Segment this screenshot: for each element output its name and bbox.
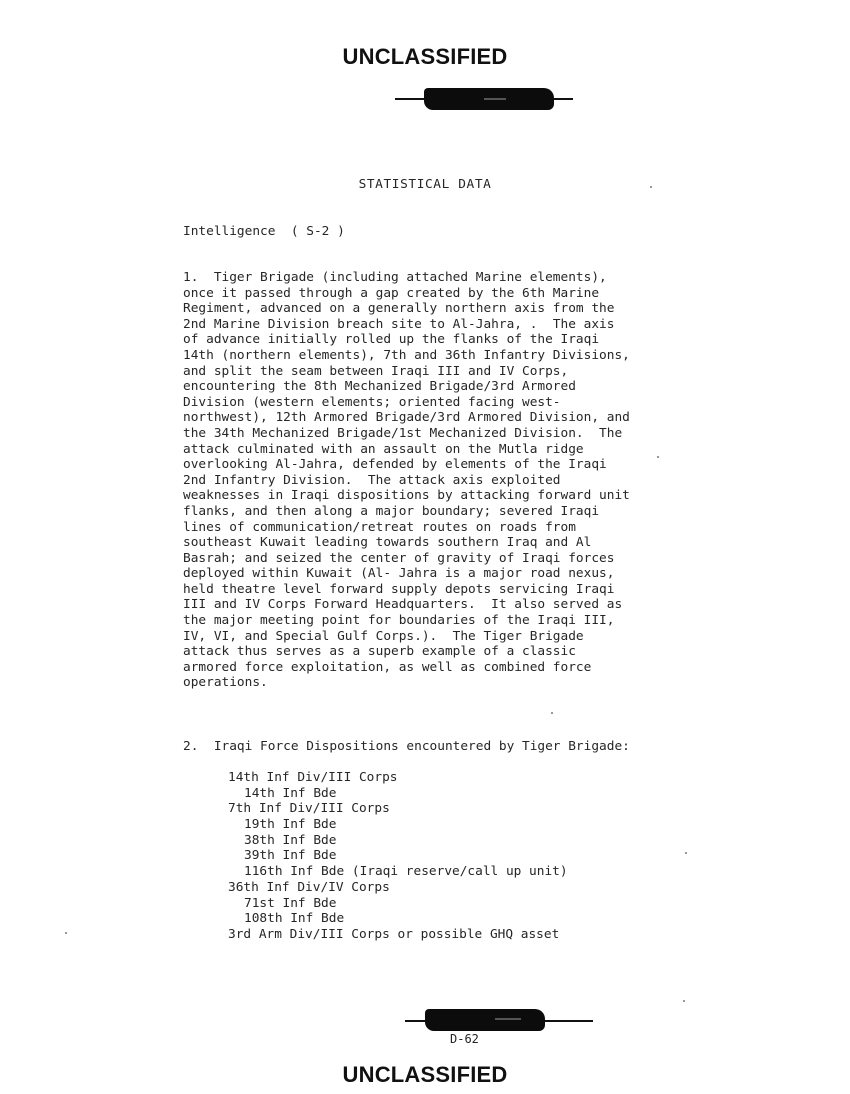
paragraph-1-line: 14th (northern elements), 7th and 36th Infantry Divisions, [183, 347, 630, 363]
scan-speck [683, 1000, 685, 1002]
paragraph-1 [183, 270, 783, 691]
section-heading: Intelligence ( S-2 ) [183, 224, 345, 239]
paragraph-1-line: of advance initially rolled up the flanks of the Iraqi [183, 332, 600, 348]
paragraph-1-line: held theatre level forward supply depots servicing Iraqi [183, 581, 615, 597]
paragraph-1-line: northwest), 12th Armored Brigade/3rd Armored Division, and [183, 410, 630, 426]
paragraph-1-line: 1. Tiger Brigade (including attached Marine elements), [183, 270, 607, 285]
paragraph-1-line: lines of communication/retreat routes on roads from [183, 519, 576, 535]
brigade-item: 116th Inf Bde (Iraqi reserve/call up unit) [244, 864, 568, 880]
scan-speck [685, 852, 687, 854]
paragraph-1-line: Basrah; and seized the center of gravity of Iraqi forces [183, 550, 615, 566]
paragraph-1-line: armored force exploitation, as well as combined force [183, 659, 592, 675]
division-item: 3rd Arm Div/III Corps or possible GHQ asset [228, 926, 560, 942]
paragraph-1-line: weaknesses in Iraqi dispositions by attacking forward unit [183, 488, 630, 504]
paragraph-1-line: the 34th Mechanized Brigade/1st Mechanized Division. The [183, 425, 623, 441]
bottom-redaction-block [425, 1009, 545, 1031]
brigade-item: 14th Inf Bde [244, 785, 337, 801]
paragraph-1-line: III and IV Corps Forward Headquarters. It also served as [183, 597, 623, 613]
paragraph-1-line: 2nd Marine Division breach site to Al-Jahra, . The axis [183, 316, 615, 332]
paragraph-2-lead: 2. Iraqi Force Dispositions encountered by Tiger Brigade: [183, 739, 630, 754]
page-number: D-62 [450, 1032, 479, 1046]
paragraph-1-line: attack thus serves as a superb example of a classic [183, 644, 576, 660]
scan-speck [650, 186, 652, 188]
scan-speck [657, 456, 659, 458]
brigade-item: 108th Inf Bde [244, 911, 345, 927]
division-item: 7th Inf Div/III Corps [228, 801, 390, 817]
paragraph-1-line: 2nd Infantry Division. The attack axis exploited [183, 472, 561, 488]
force-dispositions-list [228, 770, 568, 943]
paragraph-1-line: flanks, and then along a major boundary; severed Iraqi [183, 503, 600, 519]
page-title: STATISTICAL DATA [358, 177, 492, 192]
paragraph-1-line: encountering the 8th Mechanized Brigade/3rd Armored [183, 379, 576, 395]
bottom-classification-banner: UNCLASSIFIED [342, 1062, 508, 1087]
paragraph-1-line: southeast Kuwait leading towards southern Iraq and Al [183, 535, 592, 551]
brigade-item: 19th Inf Bde [244, 817, 337, 833]
paragraph-1-line: once it passed through a gap created by the 6th Marine [183, 285, 600, 301]
brigade-item: 71st Inf Bde [244, 895, 337, 911]
paragraph-1-line: IV, VI, and Special Gulf Corps.). The Tiger Brigade [183, 628, 584, 644]
paragraph-1-line: the major meeting point for boundaries of the Iraqi III, [183, 613, 615, 629]
paragraph-1-line: overlooking Al-Jahra, defended by elements of the Iraqi [183, 457, 607, 473]
scan-speck [551, 712, 553, 714]
brigade-item: 38th Inf Bde [244, 832, 337, 848]
scan-speck [65, 932, 67, 934]
division-item: 14th Inf Div/III Corps [228, 770, 398, 785]
top-redaction-block [424, 88, 554, 110]
paragraph-1-line: and split the seam between Iraqi III and IV Corps, [183, 363, 569, 379]
paragraph-1-line: deployed within Kuwait (Al- Jahra is a major road nexus, [183, 566, 615, 582]
paragraph-1-line: Division (western elements; oriented facing west- [183, 394, 561, 410]
paragraph-1-line: operations. [183, 675, 268, 691]
brigade-item: 39th Inf Bde [244, 848, 337, 864]
paragraph-1-line: attack culminated with an assault on the Mutla ridge [183, 441, 584, 457]
top-classification-banner: UNCLASSIFIED [342, 44, 508, 69]
division-item: 36th Inf Div/IV Corps [228, 879, 390, 895]
paragraph-1-line: Regiment, advanced on a generally northern axis from the [183, 301, 615, 317]
